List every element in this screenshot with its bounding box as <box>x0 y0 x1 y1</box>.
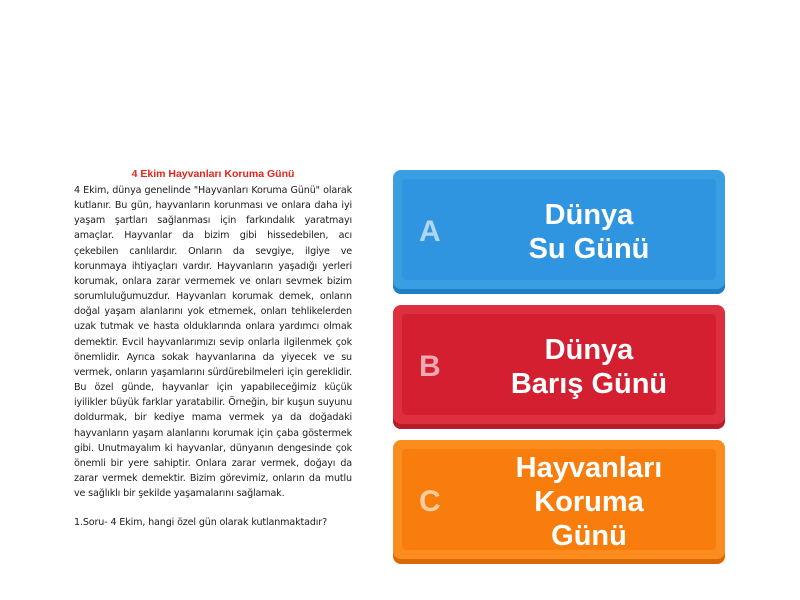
passage-body: 4 Ekim, dünya genelinde "Hayvanları Koruma Günü" olarak kutlanır. Bu gün, hayvanların korunması ve onlara daha iyi yaşam şartları sağlanması için farkındalık yaratmayı amaçlar. Hayvanlar da bizim gibi hissedebilen, acı çekebilen canlılardır. Onların da sevgiye, ilgiye ve korunmaya ihtiyaçları vardır. Hayvanların yaşadığı yerleri korumak, onlara zarar vermemek ve onları sevmek bizim sorumluluğumuzdur. Hayvanları korumak demek, onların doğal yaşam alanlarını yok etmemek, onları tehlikelerden uzak tutmak ve hasta olduklarında onlara yardımcı olmak demektir. Evcil hayvanlarımızı sevip onlarla ilgilenmek çok önemlidir. Ayrıca sokak hayvanlarına da yiyecek ve su vermek, onların yaşamlarını sürdürebilmeleri için gereklidir. Bu özel günde, hayvanlar için yapabileceğimiz küçük iyilikler büyük farklar yaratabilir. Örneğin, bir kuşun suyunu doldurmak, bir kediye mama vermek ya da doğadaki hayvanların yaşam alanlarını korumak için çaba göstermek gibi. Unutmayalım ki hayvanlar, dünyanın dengesinde çok önemli bir yere sahiptir. Onlara zarar vermek, doğayı da zarar vermek demektir. Bizim görevimiz, onların da mutlu ve sağlıklı bir şekilde yaşamalarını sağlamak. <box>74 185 352 500</box>
answer-option-c[interactable] <box>393 440 725 564</box>
reading-passage <box>74 168 352 530</box>
answer-option-b[interactable] <box>393 305 725 429</box>
answer-list <box>393 170 725 575</box>
answer-letter: C <box>419 485 441 518</box>
answer-option-a[interactable] <box>393 170 725 294</box>
answer-letter: B <box>419 350 441 383</box>
answer-label: Dünya Su Günü <box>528 199 650 265</box>
answer-label: Dünya Barış Günü <box>510 334 668 400</box>
question-text: 1.Soru- 4 Ekim, hangi özel gün olarak kutlanmaktadır? <box>74 517 328 529</box>
passage-title: 4 Ekim Hayvanları Koruma Günü <box>131 168 295 180</box>
answer-label: Hayvanları Koruma Günü <box>515 452 663 552</box>
answer-letter: A <box>419 215 441 248</box>
